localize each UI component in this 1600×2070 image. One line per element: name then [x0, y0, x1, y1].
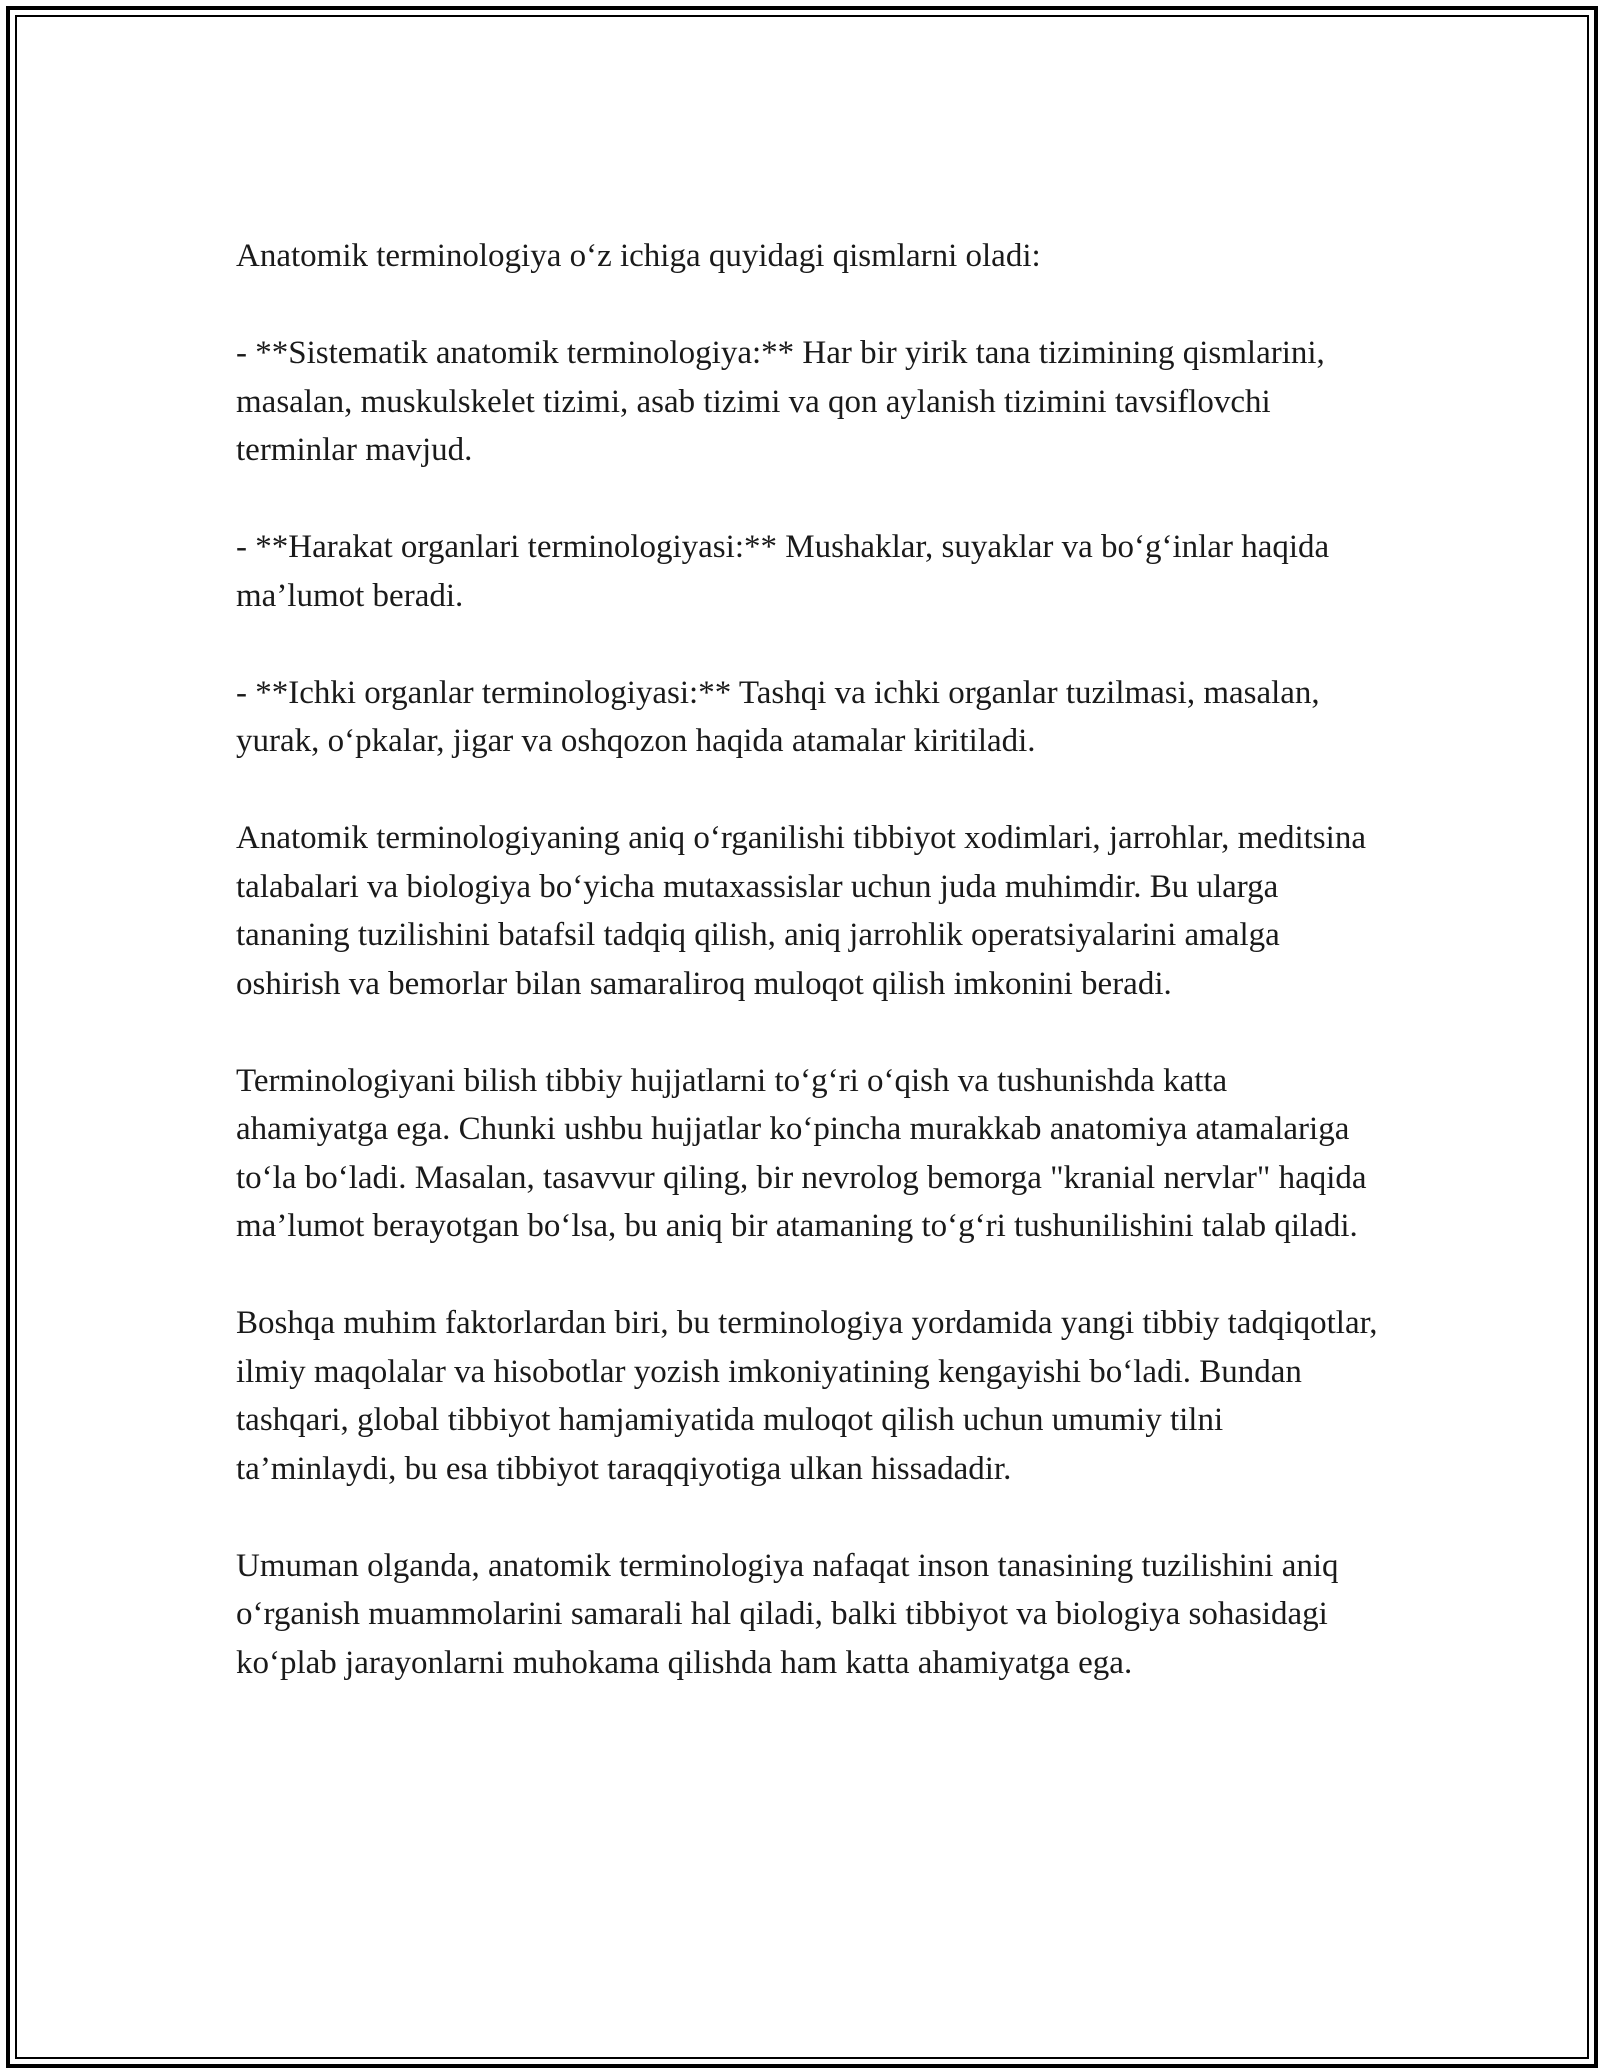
paragraph-importance: Anatomik terminologiyaning aniq o‘rganilishi tibbiyot xodimlari, jarrohlar, meditsina talabalari va biologiya bo‘yicha mutaxassislar uchun juda muhimdir. Bu ularga tananing tuzilishini batafsil tadqiq qilish, aniq jarrohlik operatsiyalarini amalga oshirish va bemorlar bilan samaraliroq muloqot qilish imkonini beradi. — [236, 820, 1366, 1002]
list-item-systematic-terminology: - **Sistematik anatomik terminologiya:** Har bir yirik tana tizimining qismlarini, masalan, muskulskelet tizimi, asab tizimi va qon aylanish tizimini tavsiflovchi terminlar mavjud. — [236, 335, 1325, 468]
list-item-internal-organs-terminology: - **Ichki organlar terminologiyasi:** Tashqi va ichki organlar tuzilmasi, masalan, yurak, o‘pkalar, jigar va oshqozon haqida atamalar kiritiladi. — [236, 674, 1320, 759]
paragraph-research: Boshqa muhim faktorlardan biri, bu terminologiya yordamida yangi tibbiy tadqiqotlar, ilmiy maqolalar va hisobotlar yozish imkoniyatining kengayishi bo‘ladi. Bundan tashqari, global tibbiyot hamjamiyatida muloqot qilish uchun umumiy tilni ta’minlaydi, bu esa tibbiyot taraqqiyotiga ulkan hissadadir. — [236, 1305, 1378, 1487]
paragraph-intro: Anatomik terminologiya o‘z ichiga quyidagi qismlarni oladi: — [236, 238, 1041, 274]
document-body — [236, 232, 1386, 1736]
paragraph-conclusion: Umuman olganda, anatomik terminologiya nafaqat inson tanasining tuzilishini aniq o‘rganish muammolarini samarali hal qiladi, balki tibbiyot va biologiya sohasidagi ko‘plab jarayonlarni muhokama qilishda ham katta ahamiyatga ega. — [236, 1547, 1339, 1681]
list-item-movement-organs-terminology: - **Harakat organlari terminologiyasi:** Mushaklar, suyaklar va bo‘g‘inlar haqida ma’lumot beradi. — [236, 529, 1330, 614]
paragraph-medical-documents: Terminologiyani bilish tibbiy hujjatlarni to‘g‘ri o‘qish va tushunishda katta ahamiyatga ega. Chunki ushbu hujjatlar ko‘pincha murakkab anatomiya atamalariga to‘la bo‘ladi. Masalan, tasavvur qiling, bir nevrolog bemorga "kranial nervlar" haqida ma’lumot berayotgan bo‘lsa, bu aniq bir atamaning to‘g‘ri tushunilishini talab qiladi. — [236, 1062, 1367, 1244]
